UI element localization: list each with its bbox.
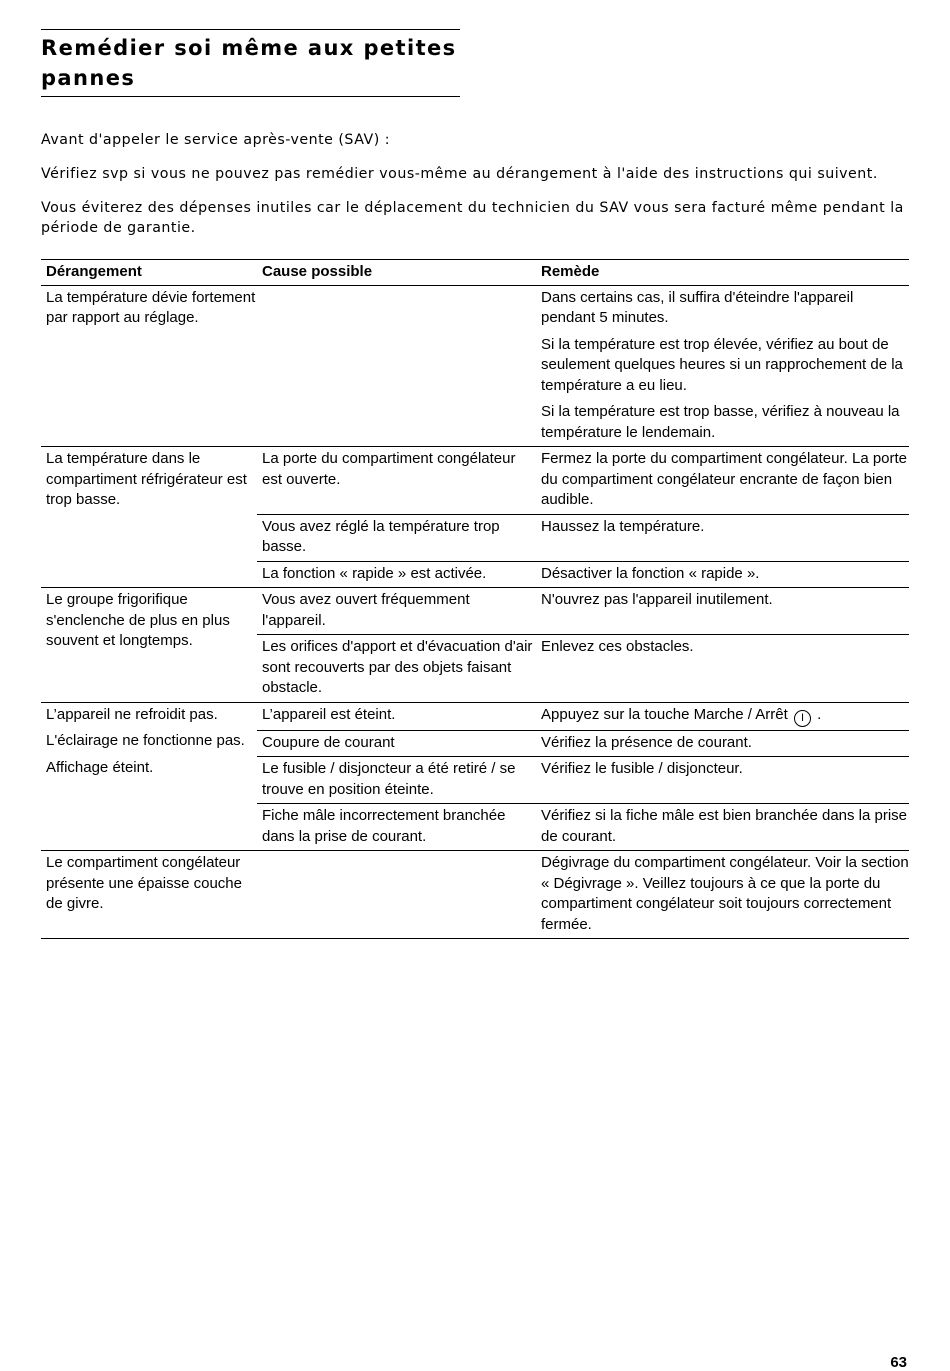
cause-remede-cells: [257, 588, 909, 702]
cause-remede-cells: [257, 286, 909, 447]
table-row: [257, 803, 909, 850]
remede-text: Désactiver la fonction « rapide ».: [541, 564, 760, 582]
table-row-group: [41, 850, 909, 938]
troubleshooting-table: [41, 259, 909, 939]
remede-cell: [536, 588, 909, 634]
table-row-group: [41, 286, 909, 447]
remede-text: Vérifiez le fusible / disjoncteur.: [541, 760, 743, 777]
table-row: [257, 447, 909, 514]
derangement-text: Le groupe frigorifique s'enclenche de plus en plus souvent et longtemps.: [46, 591, 230, 649]
derangement-text: La température dans le compartiment réfrigérateur est trop basse.: [46, 450, 247, 508]
remede-cell: [536, 515, 909, 561]
cause-remede-cells: [257, 703, 909, 851]
derangement-cell: [41, 588, 257, 702]
remede-text: Haussez la température.: [541, 517, 705, 535]
remede-text: Enlevez ces obstacles.: [541, 638, 694, 655]
remede-text: Si la température est trop élevée, vérifiez au bout de seulement quelques heures si un rapprochement de la température a eu lieu.: [541, 335, 903, 394]
cause-cell: Vous avez réglé la température trop basse.: [262, 517, 500, 555]
remede-text: Vérifiez si la fiche mâle est bien branchée dans la prise de courant.: [541, 807, 908, 845]
remede-cell: [536, 562, 909, 588]
table-row: [257, 514, 909, 561]
intro-paragraph: Vous éviterez des dépenses inutiles car le déplacement du technicien du SAV vous sera facturé même pendant la période de garantie.: [41, 200, 904, 236]
cause-cell: Coupure de courant: [262, 733, 395, 751]
remede-text: Vérifiez la présence de courant.: [541, 733, 752, 751]
derangement-text: Affichage éteint.: [46, 758, 154, 776]
table-row: [257, 851, 909, 938]
table-row: [257, 730, 909, 757]
derangement-cell: [41, 703, 257, 851]
derangement-text: L'éclairage ne fonctionne pas.: [46, 732, 245, 749]
page-number: 63: [890, 1354, 907, 1371]
remede-cell: [536, 286, 909, 447]
table-body: [41, 286, 909, 939]
table-row: [257, 756, 909, 803]
cause-cell: Fiche mâle incorrectement branchée dans la prise de courant.: [262, 807, 506, 845]
table-row: [257, 588, 909, 634]
cause-cell: L’appareil est éteint.: [262, 705, 396, 723]
cause-remede-cells: [257, 447, 909, 587]
derangement-text: L’appareil ne refroidit pas.: [46, 705, 218, 723]
cause-cell: [257, 851, 536, 938]
intro-paragraph: Avant d'appeler le service après-vente (SAV) :: [41, 132, 391, 148]
remede-text: Dans certains cas, il suffira d'éteindre l'appareil pendant 5 minutes.: [541, 288, 854, 326]
remede-cell: [536, 635, 909, 702]
remede-cell: [536, 703, 909, 730]
intro-paragraph: Vérifiez svp si vous ne pouvez pas remédier vous-même au dérangement à l'aide des instructions qui suivent.: [41, 166, 878, 182]
remede-text: Si la température est trop basse, vérifiez à nouveau la température le lendemain.: [541, 403, 900, 441]
remede-cell: [536, 731, 909, 757]
derangement-text: Le compartiment congélateur présente une épaisse couche de givre.: [46, 854, 242, 912]
table-row-group: [41, 702, 909, 851]
cause-cell: Vous avez ouvert fréquemment l'appareil.: [262, 591, 470, 629]
cause-remede-cells: [257, 851, 909, 938]
remede-cell: [536, 851, 909, 938]
table-row-group: [41, 587, 909, 702]
column-header-remede: Remède: [541, 263, 600, 280]
table-row: [257, 561, 909, 588]
remede-text-part: Appuyez sur la touche Marche / Arrêt: [541, 705, 788, 723]
table-row: [257, 286, 909, 447]
column-header-derangement: Dérangement: [46, 263, 142, 280]
remede-cell: [536, 757, 909, 803]
remede-text: N'ouvrez pas l'appareil inutilement.: [541, 591, 773, 608]
column-header-cause: Cause possible: [262, 263, 373, 280]
power-icon: I: [794, 710, 811, 727]
remede-cell: [536, 804, 909, 850]
cause-cell: Les orifices d'apport et d'évacuation d'air sont recouverts par des objets faisant obstacle.: [262, 638, 533, 696]
remede-text: Fermez la porte du compartiment congélateur. La porte du compartiment congélateur encrante de façon bien audible.: [541, 450, 908, 508]
remede-text: [541, 705, 909, 727]
table-row: [257, 634, 909, 702]
cause-cell: La fonction « rapide » est activée.: [262, 564, 487, 582]
derangement-cell: [41, 851, 257, 938]
table-header-row: [41, 260, 909, 286]
derangement-cell: [41, 447, 257, 587]
intro-section: [41, 130, 911, 252]
derangement-text: La température dévie fortement par rapport au réglage.: [46, 288, 256, 326]
cause-cell: [257, 286, 536, 447]
table-row-group: [41, 446, 909, 587]
page-heading: [41, 29, 460, 97]
remede-text: Dégivrage du compartiment congélateur. Voir la section « Dégivrage ». Veillez toujours à ce que la porte du compartiment congélateur soit toujours correctement fermée.: [541, 854, 909, 933]
remede-cell: [536, 447, 909, 514]
remede-suffix: .: [817, 705, 822, 723]
table-row: [257, 703, 909, 730]
derangement-cell: [41, 286, 257, 447]
cause-cell: La porte du compartiment congélateur est ouverte.: [262, 450, 516, 488]
page-title: Remédier soi même aux petites pannes: [41, 36, 457, 90]
cause-cell: Le fusible / disjoncteur a été retiré / se trouve en position éteinte.: [262, 760, 516, 798]
